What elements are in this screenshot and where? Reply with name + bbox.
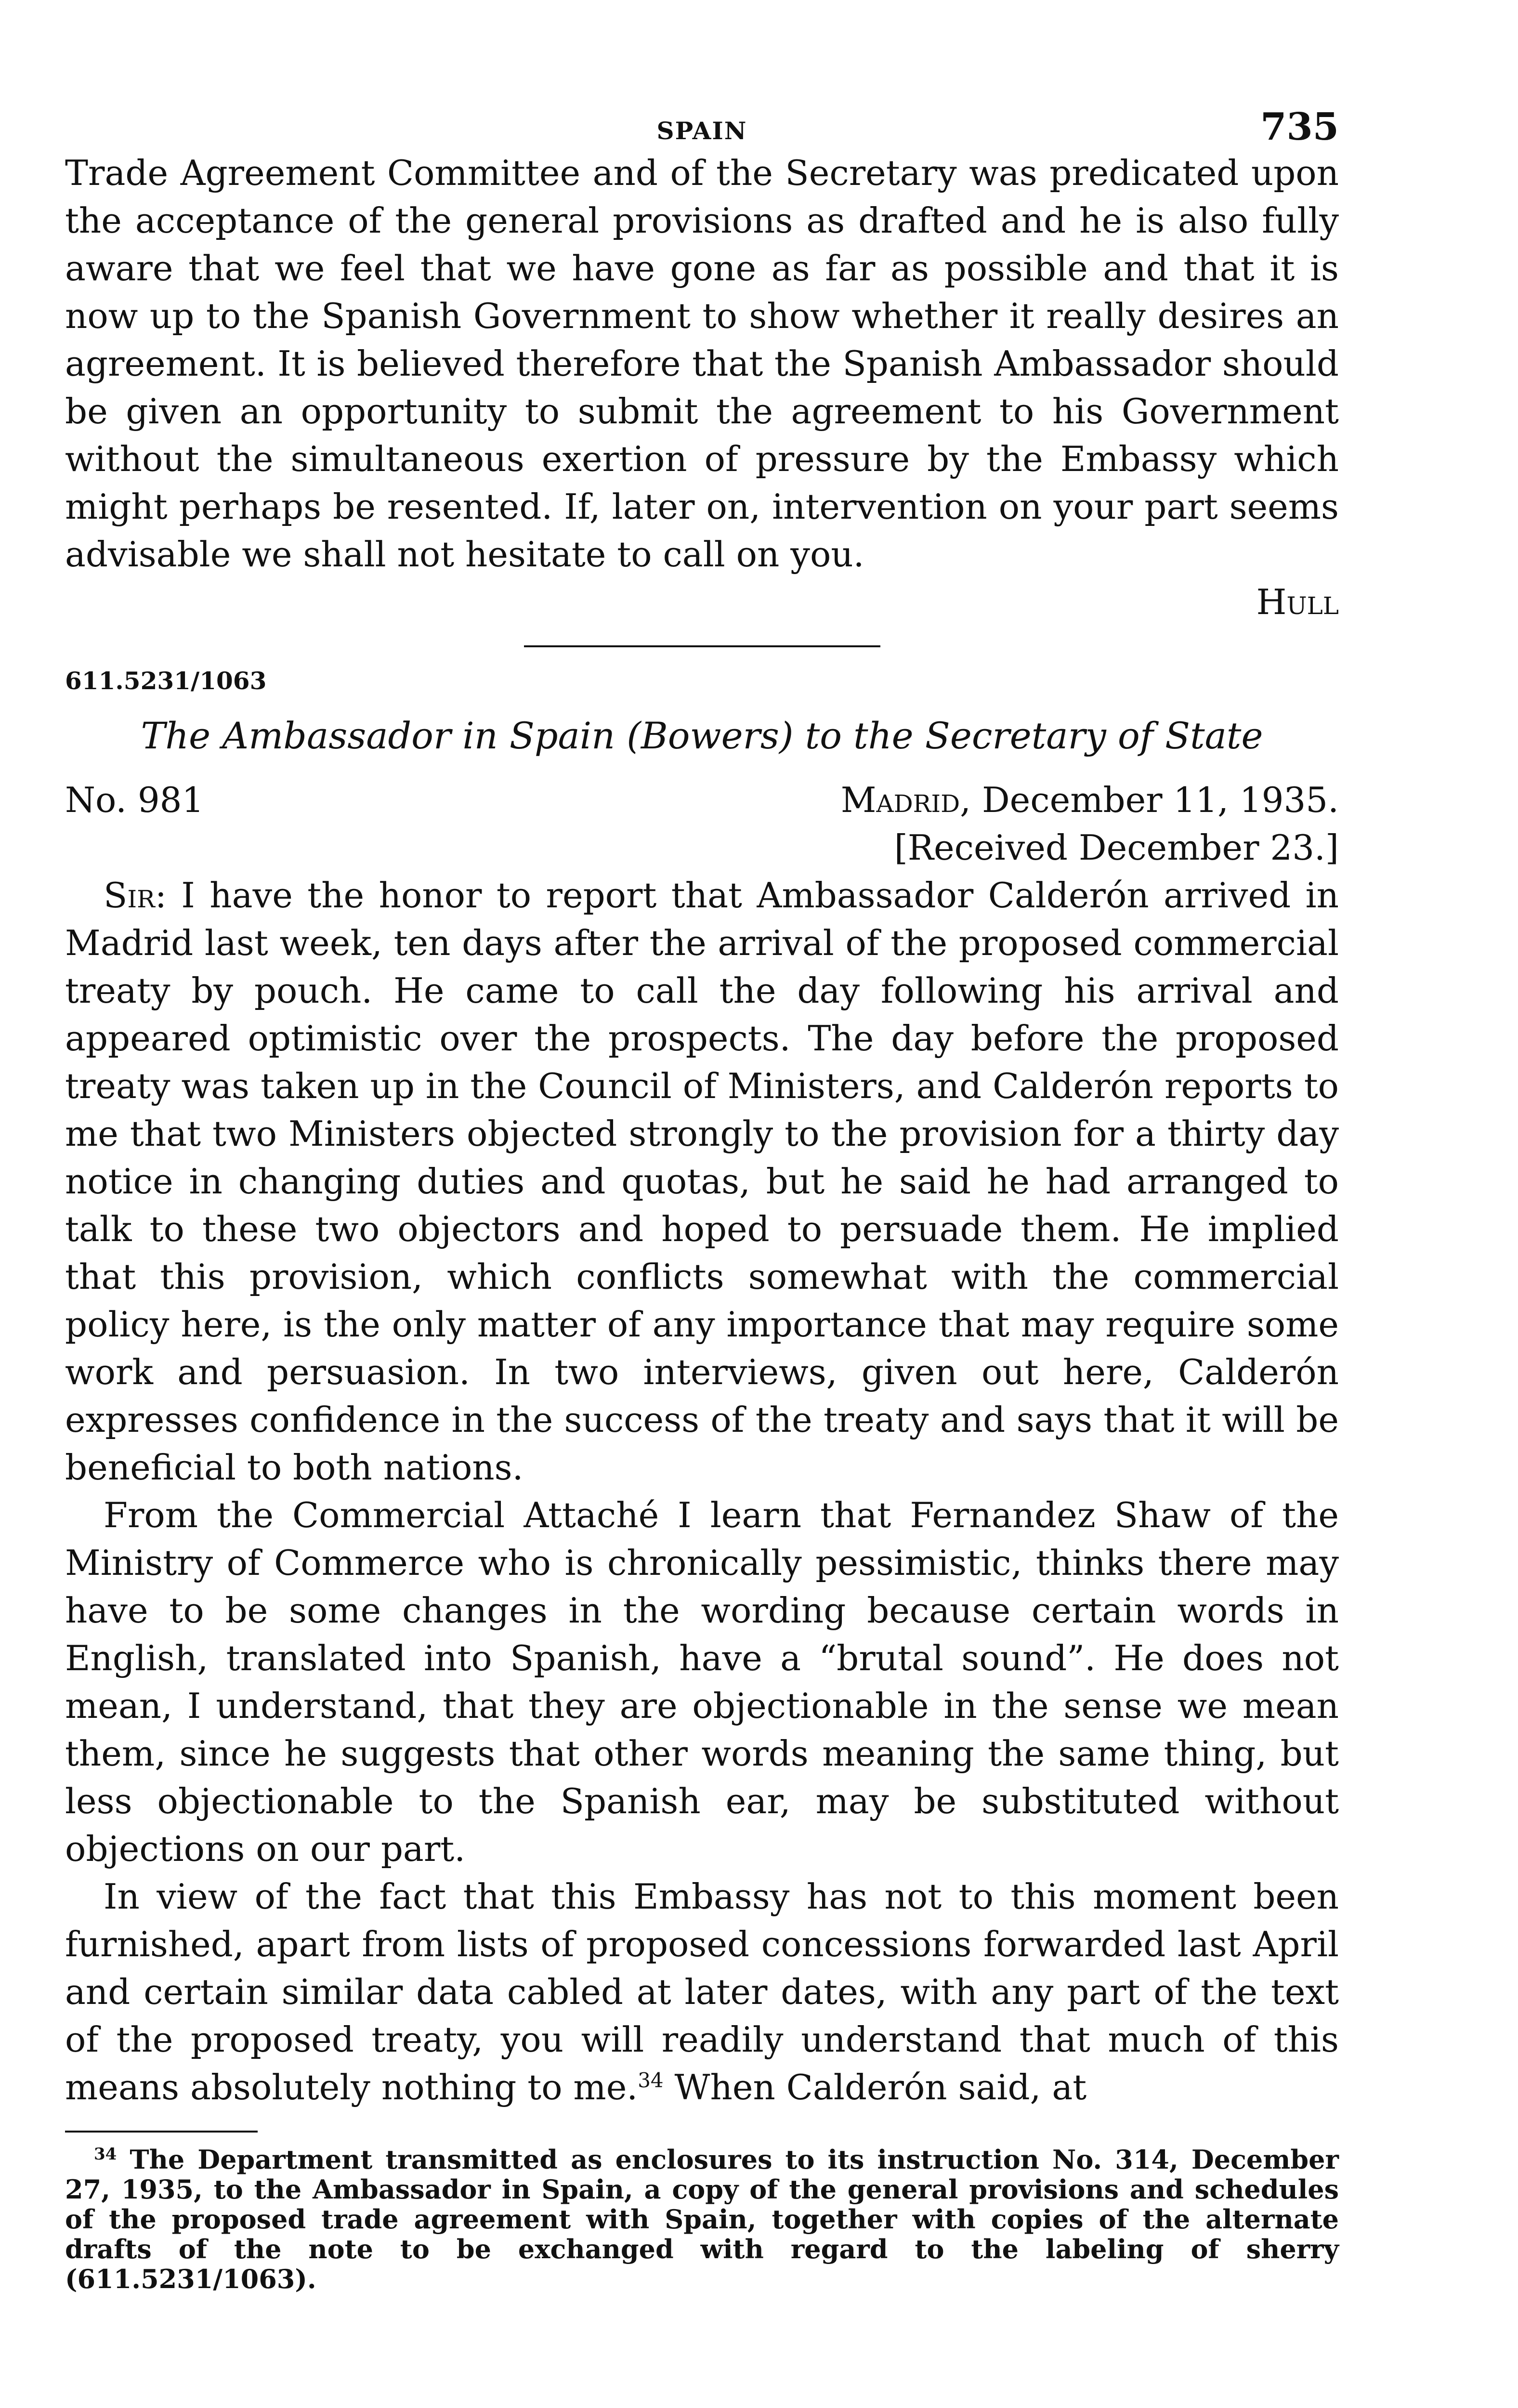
salutation: Sir:: [104, 875, 167, 916]
dispatch-date: December 11, 1935.: [981, 780, 1339, 820]
footnote-text: The Department transmitted as enclosures to its instruction No. 314, December 27, 1935, to the Ambassador in Spain, a copy of the general provisions and schedules of the proposed trade agreement with Spain, together with copies of the alternate drafts of the note to be exchanged with regard to the labeling of sherry (611.5231/1063).: [65, 2144, 1339, 2294]
dispatch-number: No. 981: [65, 780, 204, 820]
running-head: [65, 96, 1339, 149]
footnote-reference[interactable]: 34: [638, 2068, 664, 2092]
dispatch-place: Madrid,: [840, 780, 971, 820]
footnote: [65, 2145, 1339, 2294]
paragraph-1: [65, 872, 1339, 1492]
footnote-marker: 34: [94, 2145, 117, 2164]
file-number: 611.5231/1063: [65, 667, 267, 695]
paragraph-2: From the Commercial Attaché I learn that Fernandez Shaw of the Ministry of Commerce who is chronically pessimistic, thinks there may have to be some changes in the wording because certain words in English, translated into Spanish, have a “brutal sound”. He does not mean, I understand, that they are objectionable in the sense we mean them, since he suggests that other words meaning the same thing, but less objectionable to the Spanish ear, may be substituted without objections on our part.: [65, 1495, 1339, 1869]
opening-paragraph: Trade Agreement Committee and of the Secretary was predicated upon the acceptance of the general provisions as drafted and he is also fully aware that we feel that we have gone as far as possible and that it is now up to the Spanish Government to show whether it really desires an agreement. It is believed therefore that the Spanish Ambassador should be given an opportunity to submit the agreement to his Government without the simultaneous exertion of pressure by the Embassy which might perhaps be resented. If, later on, intervention on your part seems advisable we shall not hesitate to call on you.: [65, 153, 1339, 575]
section-divider: [524, 645, 880, 647]
paragraph-3-continuation: When Calderón said, at: [663, 2067, 1087, 2107]
signature: Hull: [1256, 582, 1339, 622]
page-number: 735: [1260, 105, 1339, 149]
received-date: [Received December 23.]: [894, 827, 1339, 868]
paragraph-3: [65, 1873, 1339, 2111]
paragraph-1-text: I have the honor to report that Ambassador Calderón arrived in Madrid last week, ten days after the arrival of the proposed commercial treaty by pouch. He came to call the day following his arrival and appeared optimistic over the prospects. The day before the proposed treaty was taken up in the Council of Ministers, and Calderón reports to me that two Ministers objected strongly to the provision for a thirty day notice in changing duties and quotas, but he said he had arranged to talk to these two objectors and hoped to persuade them. He implied that this provision, which conflicts somewhat with the commercial policy here, is the only matter of any importance that may require some work and persuasion. In two interviews, given out here, Calderón expresses confidence in the success of the treaty and says that it will be beneficial to both nations.: [65, 875, 1339, 1488]
document-title: The Ambassador in Spain (Bowers) to the Secretary of State: [141, 714, 1263, 757]
dispatch-dateline: [841, 776, 1339, 824]
dispatch-header: [65, 776, 1339, 824]
footnote-divider: [65, 2131, 258, 2133]
document-page: [65, 96, 1339, 2294]
paragraph-3-text: In view of the fact that this Embassy has not to this moment been furnished, apart from lists of proposed concessions forwarded last April and certain similar data cabled at later dates, with any part of the text of the proposed treaty, you will readily understand that much of this means absolutely nothing to me.: [65, 1876, 1339, 2107]
running-title: SPAIN: [656, 117, 747, 145]
